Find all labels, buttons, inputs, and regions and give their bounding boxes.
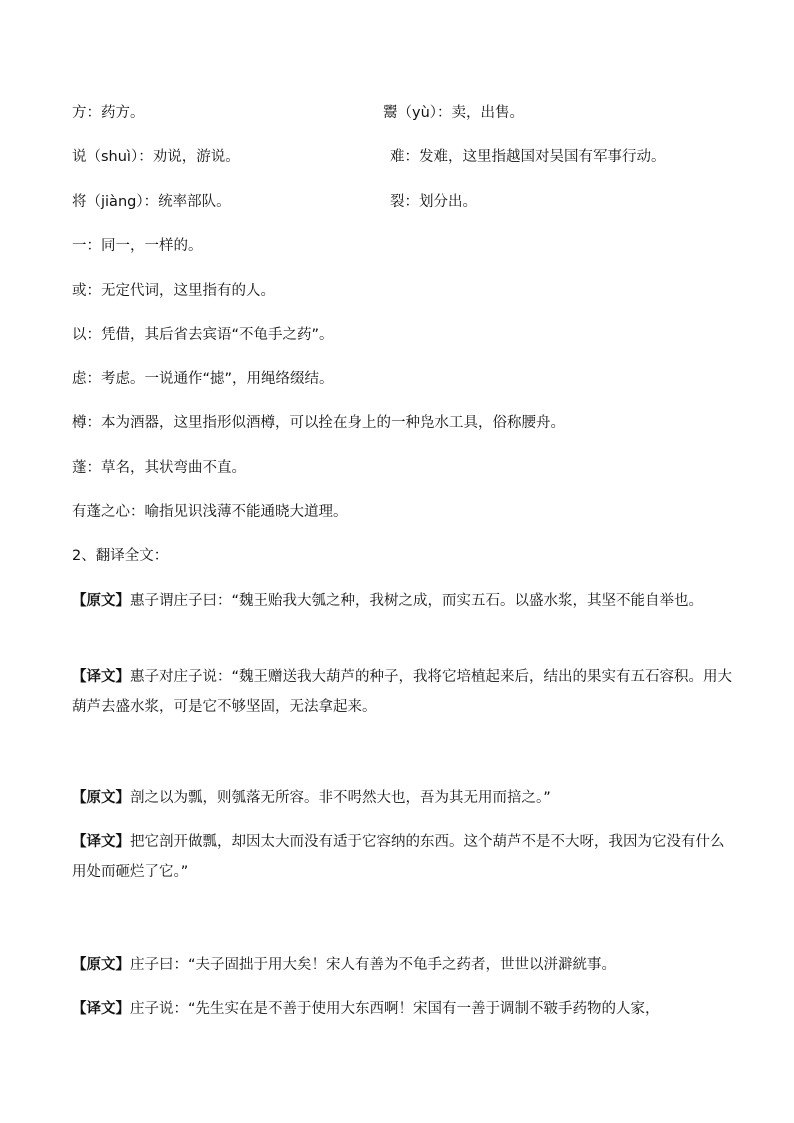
original-text: 庄子曰：“夫子固拙于用大矣！宋人有善为不龟手之药者，世世以洴澼絖事。 <box>130 957 617 973</box>
original-tag: 【原文】 <box>72 790 130 806</box>
glossary-lie: 裂：划分出。 <box>390 194 477 210</box>
glossary-fang: 方：药方。 <box>72 105 145 121</box>
section-title: 2、翻译全文： <box>72 548 169 564</box>
original-paragraph <box>72 783 732 813</box>
glossary-shui: 说（shuì）：劝说，游说。 <box>72 149 240 165</box>
original-text: 惠子谓庄子曰：“魏王贻我大瓠之种，我树之成，而实五石。以盛水浆，其坚不能自举也。 <box>130 593 704 609</box>
original-tag: 【原文】 <box>72 957 130 973</box>
translation-tag: 【译文】 <box>72 1001 130 1017</box>
translation-paragraph <box>72 662 732 722</box>
glossary-jiang: 将（jiàng）：统率部队。 <box>72 194 231 210</box>
glossary-item: 樽：本为酒器，这里指形似酒樽，可以拴在身上的一种凫水工具，俗称腰舟。 <box>72 415 565 431</box>
translation-text: 庄子说：“先生实在是不善于使用大东西啊！宋国有一善于调制不皲手药物的人家， <box>130 1001 660 1017</box>
translation-paragraph <box>72 994 732 1024</box>
glossary-nan: 难：发难，这里指越国对吴国有军事行动。 <box>390 149 666 165</box>
original-tag: 【原文】 <box>72 593 130 609</box>
glossary-item: 以：凭借，其后省去宾语“不龟手之药”。 <box>72 327 334 343</box>
glossary-item: 有蓬之心：喻指见识浅薄不能通晓大道理。 <box>72 504 348 520</box>
translation-text: 惠子对庄子说：“魏王赠送我大葫芦的种子，我将它培植起来后，结出的果实有五石容积。用大葫芦去盛水浆，可是它不够坚固，无法拿起来。 <box>72 669 733 715</box>
original-paragraph <box>72 586 732 616</box>
original-paragraph <box>72 950 732 980</box>
glossary-item: 一：同一，一样的。 <box>72 238 203 254</box>
glossary-yu: 鬻（yù）：卖，出售。 <box>383 105 525 121</box>
translation-tag: 【译文】 <box>72 669 130 685</box>
original-text: 剖之以为瓢，则瓠落无所容。非不呺然大也，吾为其无用而掊之。” <box>130 790 551 806</box>
translation-paragraph <box>72 827 732 887</box>
translation-text: 把它剖开做瓢，却因太大而没有适于它容纳的东西。这个葫芦不是不大呀，我因为它没有什么用处而砸烂了它。” <box>72 834 725 880</box>
glossary-item: 蓬：草名，其状弯曲不直。 <box>72 460 246 476</box>
glossary-item: 虑：考虑。一说通作“摅”，用绳络缀结。 <box>72 371 334 387</box>
translation-tag: 【译文】 <box>72 834 130 850</box>
glossary-item: 或：无定代词，这里指有的人。 <box>72 283 275 299</box>
